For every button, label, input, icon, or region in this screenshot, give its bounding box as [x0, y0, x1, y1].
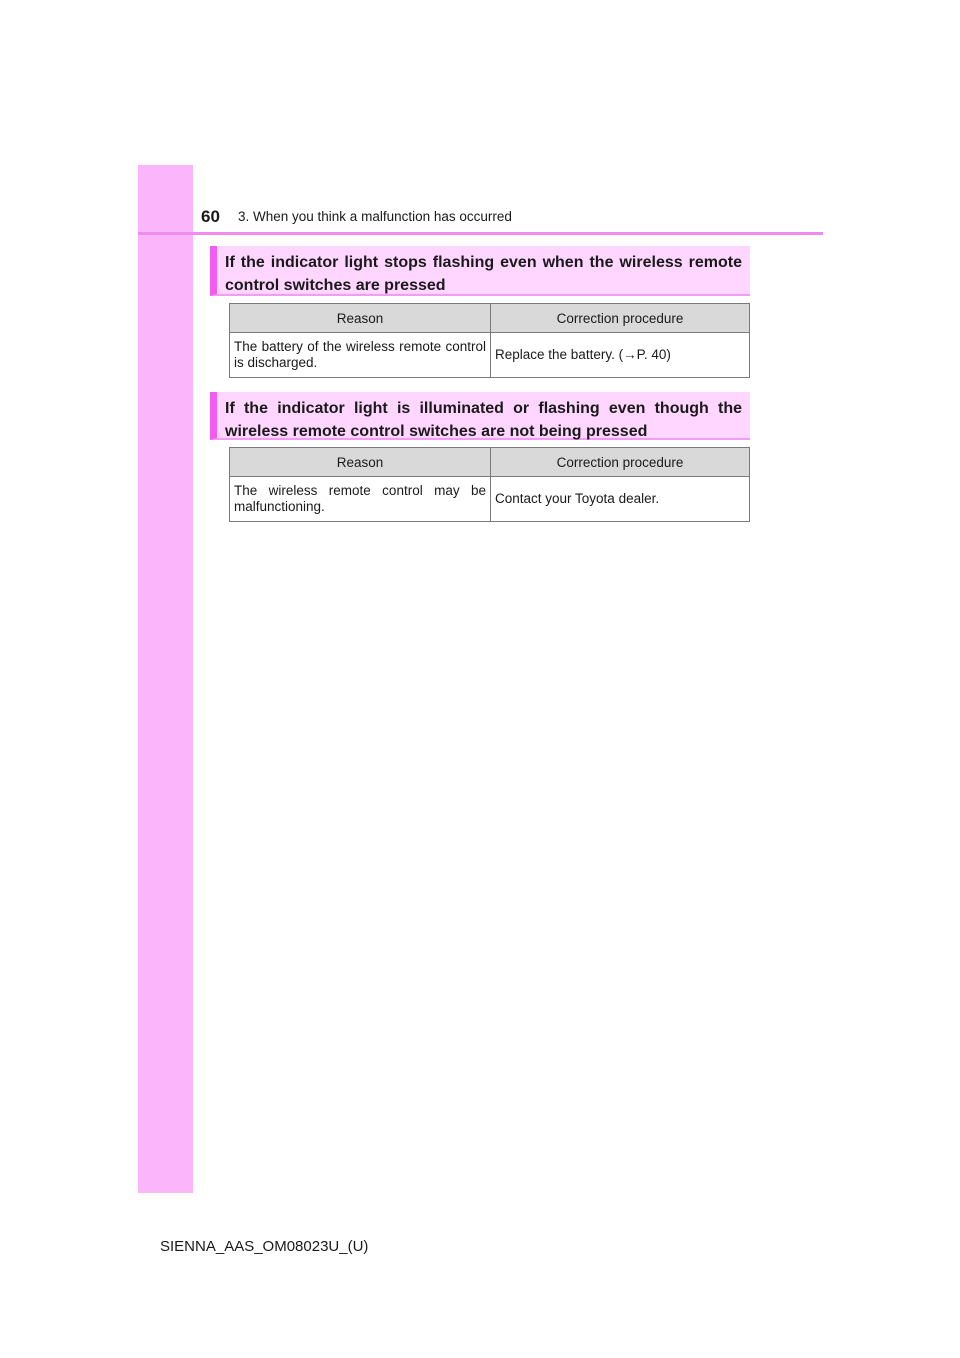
correction-cell: Contact your Toyota dealer. [491, 477, 750, 522]
table-row [230, 333, 750, 378]
correction-cell: Replace the battery. (→P. 40) [491, 333, 750, 378]
header-divider [138, 232, 823, 235]
table-row [230, 477, 750, 522]
column-header-reason: Reason [230, 448, 491, 477]
section-heading-2: If the indicator light is illuminated or flashing even though the wireless remote control switches are not being pressed [210, 392, 750, 440]
column-header-correction: Correction procedure [491, 304, 750, 333]
table-header-row [230, 448, 750, 477]
section-heading-1: If the indicator light stops flashing even when the wireless remote control switches are pressed [210, 246, 750, 296]
column-header-correction: Correction procedure [491, 448, 750, 477]
chapter-title: 3. When you think a malfunction has occurred [238, 209, 512, 224]
reason-cell: The battery of the wireless remote control is discharged. [230, 333, 491, 378]
troubleshooting-table-2 [229, 447, 750, 522]
document-code: SIENNA_AAS_OM08023U_(U) [160, 1238, 369, 1255]
troubleshooting-table-1 [229, 303, 750, 378]
side-color-strip [138, 165, 193, 1193]
page-number: 60 [201, 207, 220, 226]
reason-cell: The wireless remote control may be malfunctioning. [230, 477, 491, 522]
column-header-reason: Reason [230, 304, 491, 333]
table-header-row [230, 304, 750, 333]
